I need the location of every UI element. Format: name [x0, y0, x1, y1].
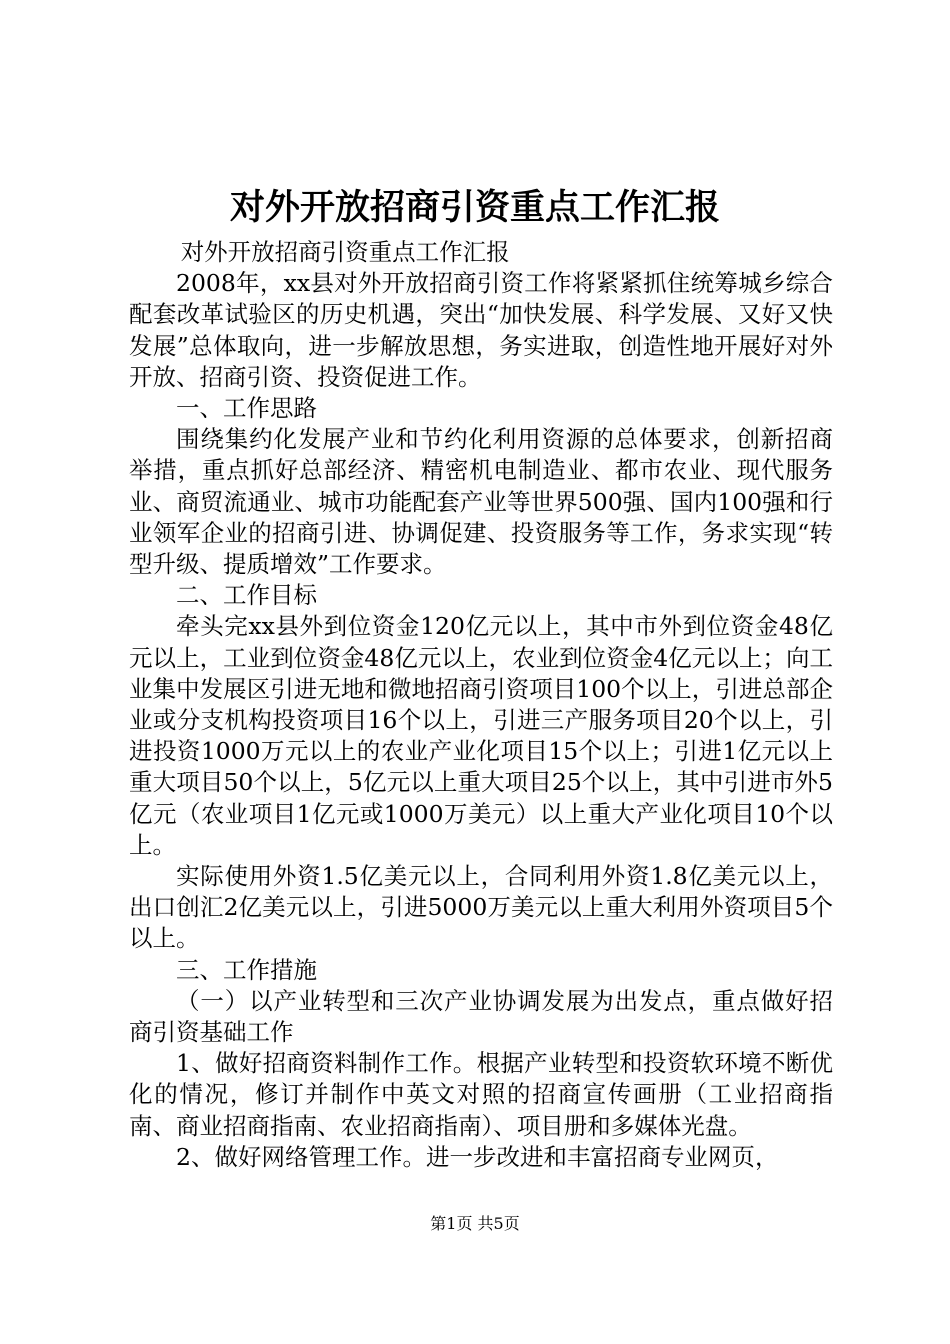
paragraph-item-2: 2、做好网络管理工作。进一步改进和丰富招商专业网页， — [176, 1142, 779, 1171]
paragraph-foreign-capital: 实际使用外资1.5亿美元以上，合同利用外资1.8亿美元以上，出口创汇2亿美元以上，引进5000万美元以上重大利用外资项目5个以上。 — [129, 862, 833, 953]
document-title: 对外开放招商引资重点工作汇报 — [229, 187, 720, 228]
paragraph-intro: 2008年，xx县对外开放招商引资工作将紧紧抓住统筹城乡综合配套改革试验区的历史机遇，突出“加快发展、科学发展、又好又快发展”总体取向，进一步解放思想，务实进取，创造性地开展好对外开放、招商引资、投资促进工作。 — [129, 269, 833, 391]
section-heading-1: 一、工作思路 — [176, 394, 317, 423]
document-body — [129, 237, 833, 1173]
section-heading-3: 三、工作措施 — [176, 955, 317, 984]
section-heading-2: 二、工作目标 — [176, 581, 317, 610]
subsection-heading-1: （一）以产业转型和三次产业协调发展为出发点，重点做好招商引资基础工作 — [129, 986, 833, 1047]
paragraph-subtitle: 对外开放招商引资重点工作汇报 — [180, 238, 510, 266]
paragraph-work-targets: 牵头完xx县外到位资金120亿元以上，其中市外到位资金48亿元以上，工业到位资金48亿元以上，农业到位资金4亿元以上；向工业集中发展区引进无地和微地招商引资项目100个以上，引进总部企业或分支机构投资项目16个以上，引进三产服务项目20个以上，引进投资1000万元以上的农业产业化项目15个以上；引进1亿元以上重大项目50个以上，5亿元以上重大项目25个以上，其中引进市外5亿元（农业项目1亿元或1000万美元）以上重大产业化项目10个以上。 — [129, 612, 833, 859]
paragraph-item-1: 1、做好招商资料制作工作。根据产业转型和投资软环境不断优化的情况，修订并制作中英文对照的招商宣传画册（工业招商指南、商业招商指南、农业招商指南）、项目册和多媒体光盘。 — [129, 1049, 833, 1140]
paragraph-work-approach: 围绕集约化发展产业和节约化利用资源的总体要求，创新招商举措，重点抓好总部经济、精密机电制造业、都市农业、现代服务业、商贸流通业、城市功能配套产业等世界500强、国内100强和行业领军企业的招商引进、协调促建、投资服务等工作，务求实现“转型升级、提质增效”工作要求。 — [129, 425, 833, 579]
page-number-footer: 第1页 共5页 — [430, 1214, 520, 1233]
